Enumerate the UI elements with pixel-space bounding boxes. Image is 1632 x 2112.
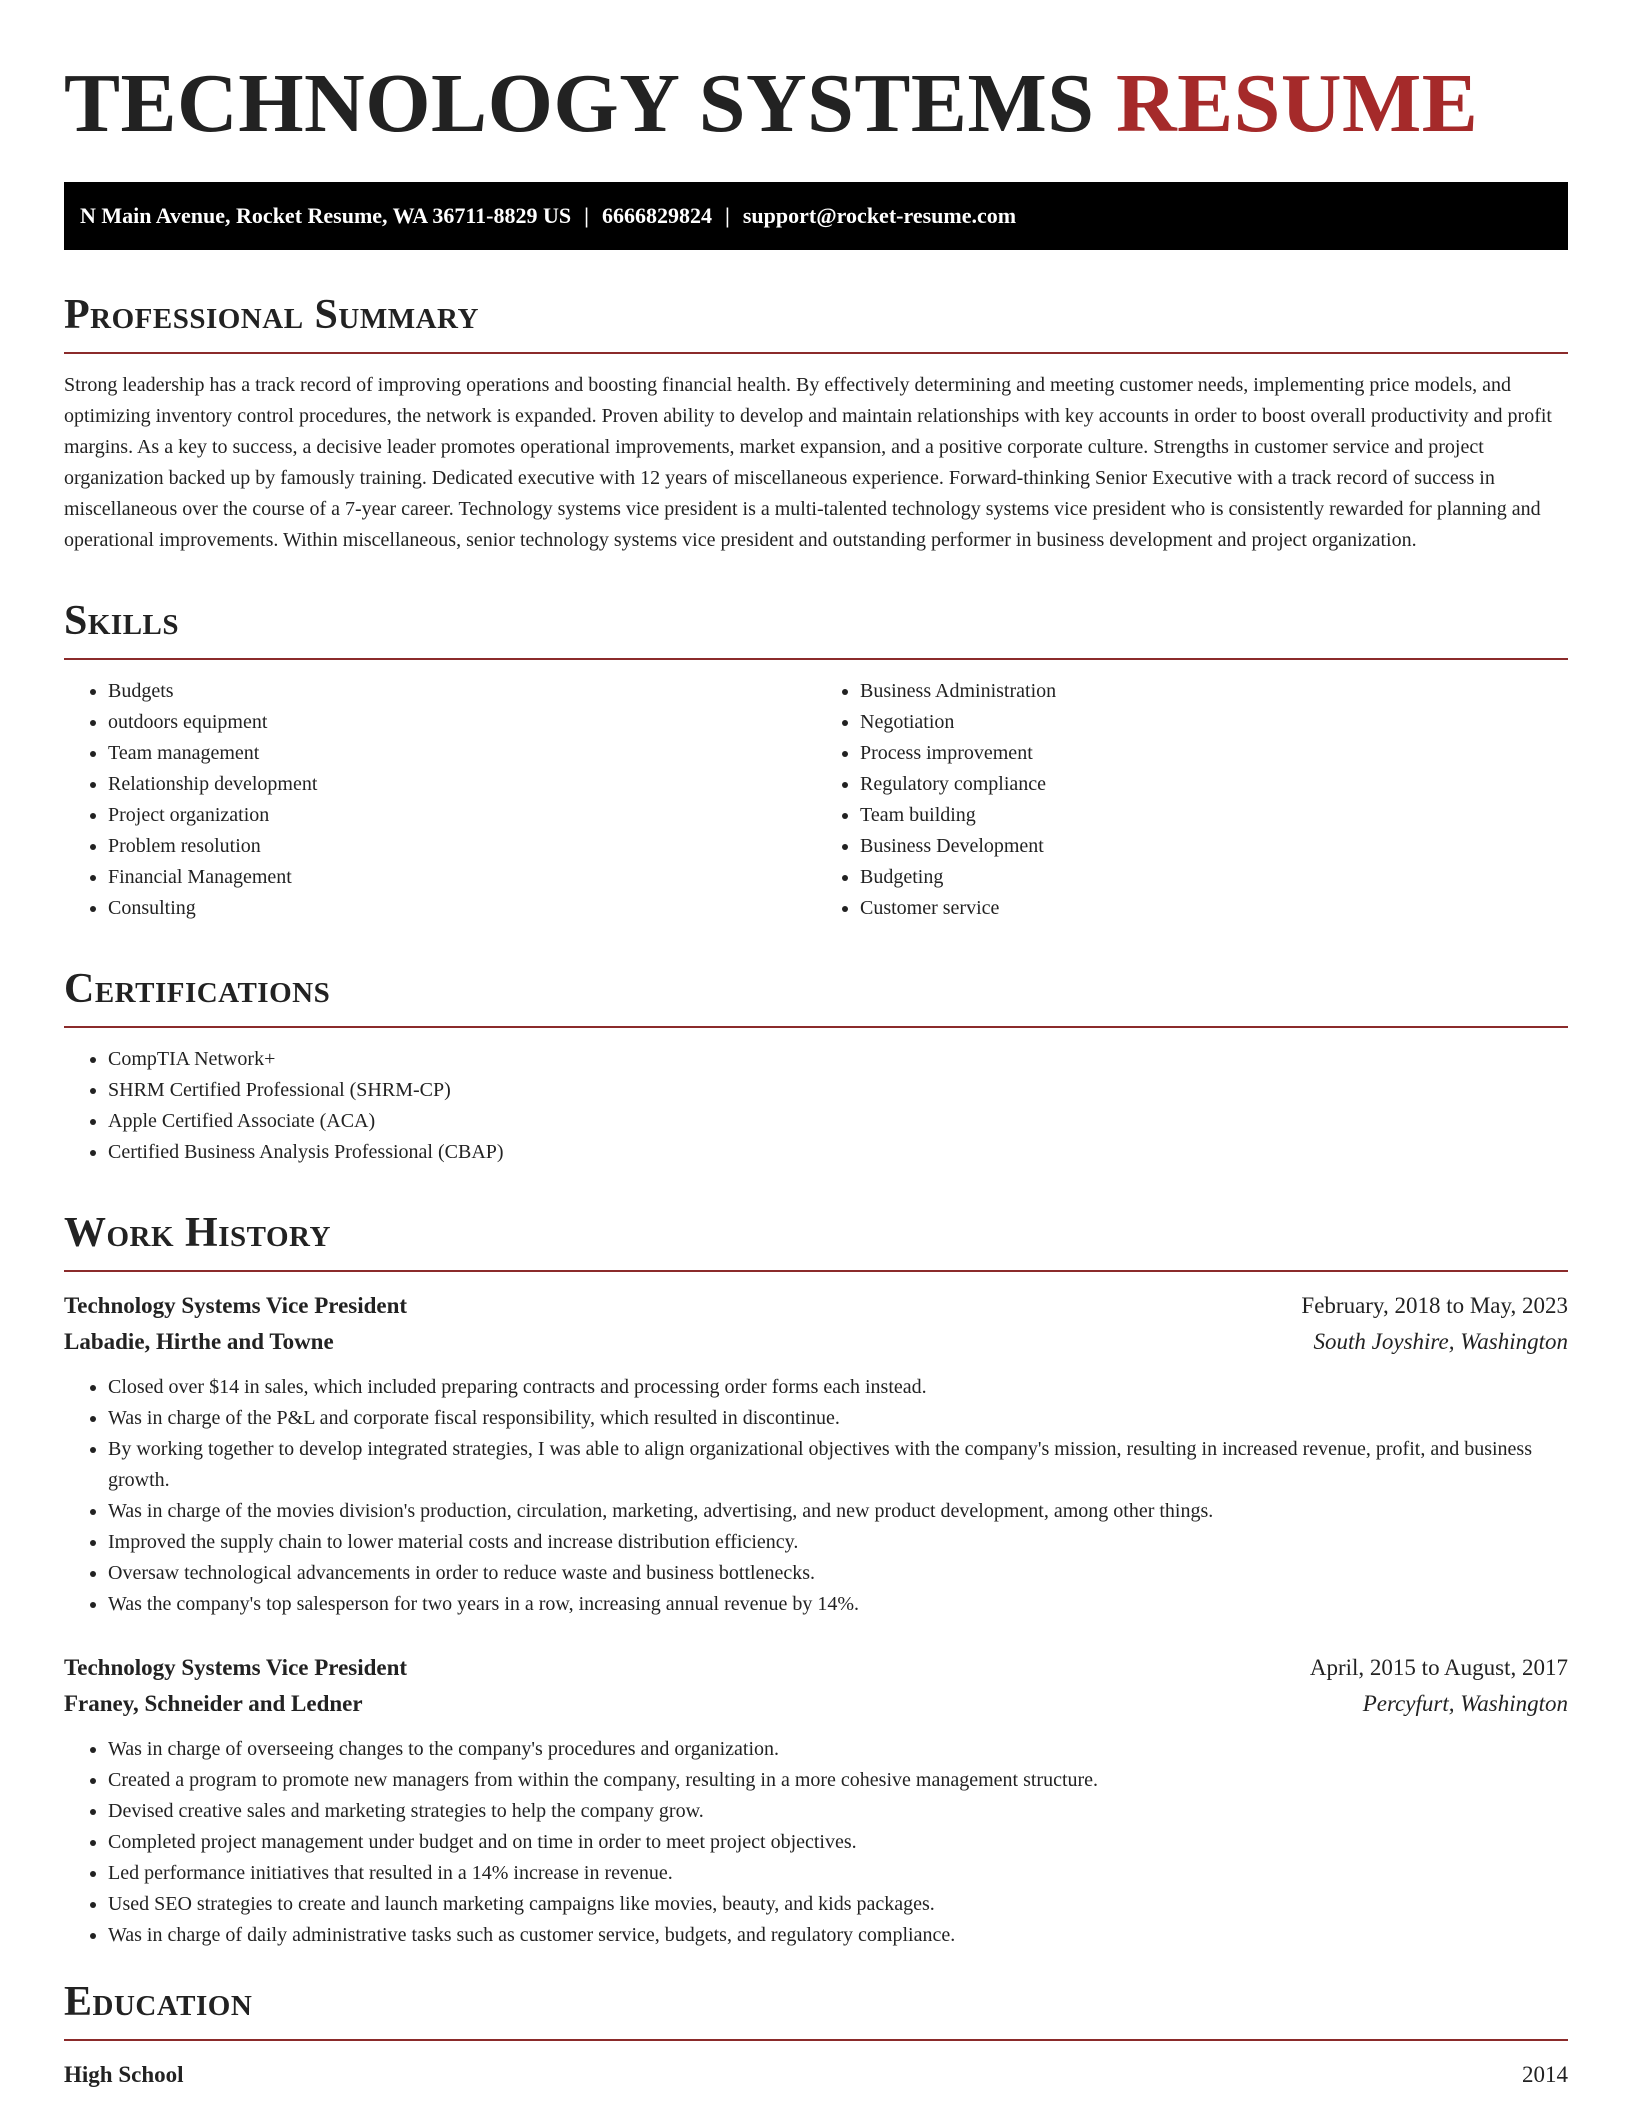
skill-item: • Business Development [860,831,1568,862]
education-year: 2014 [1522,2062,1568,2087]
contact-email: support@rocket-resume.com [742,203,1017,228]
contact-separator: | [725,203,730,228]
job-duty-item: • Was in charge of overseeing changes to the company's procedures and organization. [108,1734,1568,1765]
title-accent: RESUME [1115,57,1479,150]
job-company: Labadie, Hirthe and Towne [64,1329,334,1354]
certifications-list [64,1044,1568,1168]
section-heading-skills: Skills [64,598,180,644]
job-title: Technology Systems Vice President [64,1293,408,1318]
certification-item: • SHRM Certified Professional (SHRM-CP) [108,1075,1568,1106]
job-duty-item: • Oversaw technological advancements in order to reduce waste and business bottlenecks. [108,1558,1568,1589]
contact-bar [64,182,1568,250]
education-entry [64,2057,1568,2093]
job-duty-item: • Led performance initiatives that resulted in a 14% increase in revenue. [108,1858,1568,1889]
contact-phone: 6666829824 [602,203,712,228]
skill-item: • Process improvement [860,738,1568,769]
job-duty-item: • Was in charge of daily administrative tasks such as customer service, budgets, and regulatory compliance. [108,1920,1568,1951]
job-title: Technology Systems Vice President [64,1655,408,1680]
certification-item: • Certified Business Analysis Professional (CBAP) [108,1137,1568,1168]
skills-grid [64,676,1568,924]
job-header-row [64,1650,1568,1686]
skill-item: • Consulting [108,893,816,924]
education-degree: High School [64,2062,184,2087]
job-company-row [64,1686,1568,1722]
skill-item: • Project organization [108,800,816,831]
section-heading-work-history: Work History [64,1210,331,1256]
skill-item: • Financial Management [108,862,816,893]
job-dates: February, 2018 to May, 2023 [1301,1293,1568,1318]
resume-page [64,0,1568,2093]
job-dates: April, 2015 to August, 2017 [1309,1655,1568,1680]
job-location: Percyfurt, Washington [1362,1691,1568,1716]
section-divider [64,1026,1568,1028]
contact-separator: | [584,203,589,228]
skill-item: • Relationship development [108,769,816,800]
job-duty-item: • Used SEO strategies to create and launch marketing campaigns like movies, beauty, and kids packages. [108,1889,1568,1920]
skill-item: • Business Administration [860,676,1568,707]
job-duty-item: • Was in charge of the movies division's production, circulation, marketing, advertising, and new product development, among other things. [108,1496,1568,1527]
skill-item: • Problem resolution [108,831,816,862]
job-duties-list [64,1372,1568,1620]
job-company-row [64,1324,1568,1360]
skill-item: • Customer service [860,893,1568,924]
skill-item: • Team building [860,800,1568,831]
contact-address: N Main Avenue, Rocket Resume, WA 36711-8829 US [80,203,572,228]
skills-list-right [816,676,1568,924]
job-duty-item: • Closed over $14 in sales, which included preparing contracts and processing order forms each instead. [108,1372,1568,1403]
skill-item: • Budgeting [860,862,1568,893]
job-duty-item: • Improved the supply chain to lower material costs and increase distribution efficiency. [108,1527,1568,1558]
job-location: South Joyshire, Washington [1313,1329,1568,1354]
skill-item: • Negotiation [860,707,1568,738]
section-divider [64,352,1568,354]
title-main: TECHNOLOGY SYSTEMS [64,57,1095,150]
summary-text: Strong leadership has a track record of improving operations and boosting financial health. By effectively determining and meeting customer needs, implementing price models, and optimizing inventory control procedures, the network is expanded. Proven ability to develop and maintain relationships with key accounts in order to boost overall productivity and profit margins. As a key to success, a decisive leader promotes operational improvements, market expansion, and a positive corporate culture. Strengths in customer service and project organization backed up by famously training. Dedicated executive with 12 years of miscellaneous experience. Forward-thinking Senior Executive with a track record of success in miscellaneous over the course of a 7-year career. Technology systems vice president is a multi-talented technology systems vice president who is consistently rewarded for planning and operational improvements. Within miscellaneous, senior technology systems vice president and outstanding performer in business development and project organization. [64,374,1552,551]
certification-item: • CompTIA Network+ [108,1044,1568,1075]
section-divider [64,658,1568,660]
job-header-row [64,1288,1568,1324]
job-entry [64,1650,1568,1951]
job-duty-item: • Devised creative sales and marketing strategies to help the company grow. [108,1796,1568,1827]
job-duty-item: • Created a program to promote new managers from within the company, resulting in a more cohesive management structure. [108,1765,1568,1796]
job-company: Franey, Schneider and Ledner [64,1691,363,1716]
section-heading-certifications: Certifications [64,966,331,1012]
section-heading-summary: Professional Summary [64,292,479,338]
resume-title [64,57,1568,150]
job-duty-item: • By working together to develop integrated strategies, I was able to align organizational objectives with the company's mission, resulting in increased revenue, profit, and business growth. [108,1434,1568,1496]
skill-item: • Regulatory compliance [860,769,1568,800]
skill-item: • Budgets [108,676,816,707]
job-duties-list [64,1734,1568,1951]
section-divider [64,1270,1568,1272]
job-duty-item: • Was in charge of the P&L and corporate fiscal responsibility, which resulted in discontinue. [108,1403,1568,1434]
skills-list-left [64,676,816,924]
work-history-list [64,1288,1568,1951]
section-divider [64,2039,1568,2041]
job-entry [64,1288,1568,1620]
section-heading-education: Education [64,1979,253,2025]
skill-item: • outdoors equipment [108,707,816,738]
job-duty-item: • Completed project management under budget and on time in order to meet project objectives. [108,1827,1568,1858]
skill-item: • Team management [108,738,816,769]
certification-item: • Apple Certified Associate (ACA) [108,1106,1568,1137]
job-duty-item: • Was the company's top salesperson for two years in a row, increasing annual revenue by 14%. [108,1589,1568,1620]
